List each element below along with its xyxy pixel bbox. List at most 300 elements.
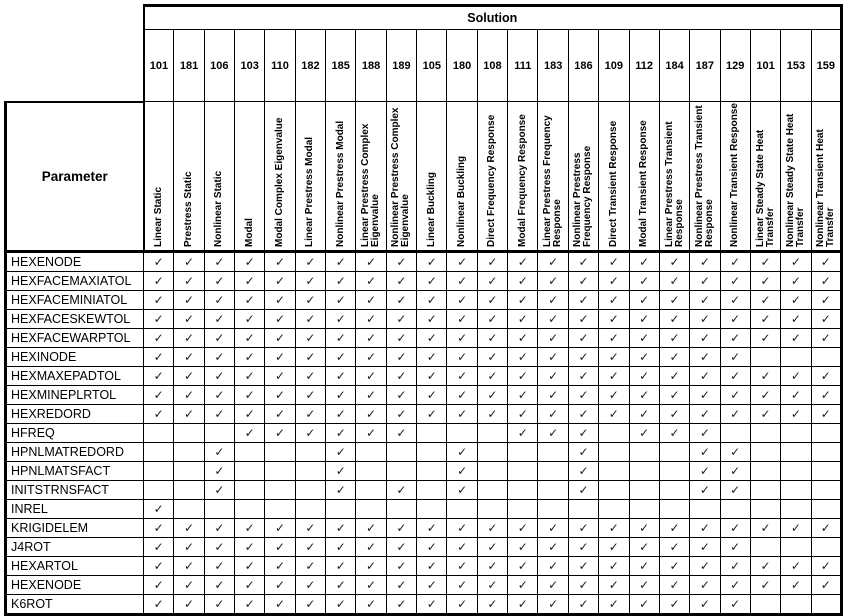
checkmark-icon: ✓ [517, 578, 528, 592]
check-cell [508, 348, 538, 367]
check-cell [235, 557, 265, 576]
parameter-name: HEXENODE [6, 576, 144, 595]
check-cell [477, 310, 507, 329]
checkmark-icon: ✓ [153, 521, 164, 535]
check-cell [265, 291, 295, 310]
checkmark-icon: ✓ [639, 597, 650, 611]
checkmark-icon: ✓ [578, 483, 589, 497]
checkmark-icon: ✓ [699, 331, 710, 345]
check-cell [659, 252, 689, 272]
check-cell [144, 538, 174, 557]
solution-name-cell [720, 102, 750, 252]
check-cell [629, 519, 659, 538]
empty-cell [811, 500, 841, 519]
check-cell [204, 386, 234, 405]
check-cell [447, 405, 477, 424]
solution-name-cell [690, 102, 720, 252]
check-cell [659, 424, 689, 443]
empty-cell [477, 500, 507, 519]
check-cell [174, 348, 204, 367]
checkmark-icon: ✓ [153, 255, 164, 269]
parameter-name: HEXARTOL [6, 557, 144, 576]
solution-name-label: Nonlinear Prestress Complex Eigenvalue [389, 107, 412, 247]
check-cell [356, 595, 386, 615]
check-cell [629, 272, 659, 291]
parameter-row [6, 576, 842, 595]
checkmark-icon: ✓ [730, 255, 741, 269]
check-cell [174, 557, 204, 576]
check-cell [144, 310, 174, 329]
check-cell [417, 291, 447, 310]
checkmark-icon: ✓ [669, 293, 680, 307]
check-cell [659, 557, 689, 576]
solution-name-label: Nonlinear Transient Heat Transfer [814, 129, 836, 247]
check-cell [811, 386, 841, 405]
check-cell [144, 405, 174, 424]
checkmark-icon: ✓ [426, 293, 437, 307]
checkmark-icon: ✓ [426, 331, 437, 345]
solution-name-cell [629, 102, 659, 252]
check-cell [629, 595, 659, 615]
check-cell [599, 329, 629, 348]
checkmark-icon: ✓ [244, 540, 255, 554]
check-cell [447, 481, 477, 500]
empty-cell [204, 500, 234, 519]
check-cell [599, 557, 629, 576]
solution-code: 185 [326, 30, 356, 102]
checkmark-icon: ✓ [669, 521, 680, 535]
checkmark-icon: ✓ [275, 540, 286, 554]
check-cell [629, 538, 659, 557]
solution-name-cell [599, 102, 629, 252]
check-cell [629, 348, 659, 367]
solution-name-cell [204, 102, 234, 252]
check-cell [235, 595, 265, 615]
checkmark-icon: ✓ [517, 274, 528, 288]
check-cell [386, 519, 416, 538]
checkmark-icon: ✓ [183, 521, 195, 535]
check-cell [599, 405, 629, 424]
check-cell [447, 557, 477, 576]
check-cell [417, 367, 447, 386]
check-cell [204, 348, 234, 367]
checkmark-icon: ✓ [730, 293, 741, 307]
check-cell [204, 538, 234, 557]
check-cell [326, 291, 356, 310]
empty-cell [750, 424, 780, 443]
check-cell [720, 462, 750, 481]
check-cell [629, 557, 659, 576]
checkmark-icon: ✓ [487, 312, 498, 326]
checkmark-icon: ✓ [639, 312, 650, 326]
solution-code: 159 [811, 30, 841, 102]
parameter-row [6, 348, 842, 367]
check-cell [386, 252, 416, 272]
solution-code: 103 [235, 30, 265, 102]
checkmark-icon: ✓ [699, 350, 710, 364]
empty-cell [174, 481, 204, 500]
check-cell [386, 367, 416, 386]
checkmark-icon: ✓ [366, 407, 377, 421]
check-cell [477, 386, 507, 405]
checkmark-icon: ✓ [548, 597, 559, 611]
checkmark-icon: ✓ [335, 255, 346, 269]
empty-cell [174, 443, 204, 462]
checkmark-icon: ✓ [699, 597, 710, 611]
parameter-row [6, 519, 842, 538]
check-cell [599, 310, 629, 329]
checkmark-icon: ✓ [487, 388, 498, 402]
check-cell [659, 348, 689, 367]
solution-name-cell [235, 102, 265, 252]
check-cell [265, 272, 295, 291]
check-cell [174, 329, 204, 348]
checkmark-icon: ✓ [426, 578, 437, 592]
check-cell [508, 310, 538, 329]
checkmark-icon: ✓ [548, 578, 559, 592]
checkmark-icon: ✓ [366, 559, 377, 573]
checkmark-icon: ✓ [517, 521, 528, 535]
checkmark-icon: ✓ [608, 369, 619, 383]
check-cell [417, 519, 447, 538]
check-cell [295, 291, 325, 310]
checkmark-icon: ✓ [639, 388, 650, 402]
check-cell [811, 310, 841, 329]
checkmark-icon: ✓ [275, 521, 286, 535]
check-cell [356, 538, 386, 557]
checkmark-icon: ✓ [396, 540, 407, 554]
check-cell [174, 291, 204, 310]
empty-cell [477, 424, 507, 443]
check-cell [690, 291, 720, 310]
check-cell [144, 595, 174, 615]
parameter-name: K6ROT [6, 595, 144, 615]
checkmark-icon: ✓ [275, 597, 286, 611]
check-cell [417, 252, 447, 272]
check-cell [599, 272, 629, 291]
empty-cell [295, 500, 325, 519]
checkmark-icon: ✓ [426, 369, 437, 383]
checkmark-icon: ✓ [699, 274, 710, 288]
checkmark-icon: ✓ [730, 312, 741, 326]
checkmark-icon: ✓ [608, 312, 619, 326]
check-cell [538, 595, 568, 615]
checkmark-icon: ✓ [214, 483, 225, 497]
solution-name-cell [326, 102, 356, 252]
checkmark-icon: ✓ [305, 369, 316, 383]
check-cell [508, 272, 538, 291]
check-cell [417, 405, 447, 424]
solution-name-label: Prestress Static [182, 171, 194, 247]
solution-name-cell [811, 102, 841, 252]
check-cell [386, 329, 416, 348]
checkmark-icon: ✓ [396, 293, 407, 307]
checkmark-icon: ✓ [548, 388, 559, 402]
check-cell [204, 272, 234, 291]
checkmark-icon: ✓ [366, 255, 377, 269]
check-cell [174, 367, 204, 386]
checkmark-icon: ✓ [578, 407, 589, 421]
checkmark-icon: ✓ [790, 331, 801, 345]
empty-cell [417, 481, 447, 500]
checkmark-icon: ✓ [244, 578, 255, 592]
parameter-row [6, 386, 842, 405]
parameter-name: HPNLMATREDORD [6, 443, 144, 462]
checkmark-icon: ✓ [396, 578, 407, 592]
check-cell [690, 329, 720, 348]
checkmark-icon: ✓ [457, 293, 468, 307]
check-cell [326, 424, 356, 443]
empty-cell [538, 500, 568, 519]
empty-cell [265, 481, 295, 500]
empty-cell [235, 481, 265, 500]
check-cell [386, 538, 416, 557]
checkmark-icon: ✓ [517, 369, 528, 383]
empty-cell [356, 462, 386, 481]
checkmark-icon: ✓ [153, 293, 164, 307]
checkmark-icon: ✓ [335, 483, 346, 497]
check-cell [690, 443, 720, 462]
check-cell [447, 310, 477, 329]
check-cell [326, 538, 356, 557]
empty-cell [174, 500, 204, 519]
checkmark-icon: ✓ [153, 540, 164, 554]
solution-name-cell [659, 102, 689, 252]
check-cell [629, 252, 659, 272]
checkmark-icon: ✓ [366, 540, 377, 554]
check-cell [568, 252, 598, 272]
empty-cell [781, 424, 811, 443]
solution-name-cell [417, 102, 447, 252]
check-cell [629, 386, 659, 405]
check-cell [538, 386, 568, 405]
checkmark-icon: ✓ [426, 350, 437, 364]
empty-cell [144, 424, 174, 443]
checkmark-icon: ✓ [639, 369, 650, 383]
check-cell [447, 519, 477, 538]
checkmark-icon: ✓ [820, 312, 831, 326]
checkmark-icon: ✓ [396, 312, 407, 326]
checkmark-icon: ✓ [183, 293, 195, 307]
empty-cell [781, 500, 811, 519]
check-cell [781, 272, 811, 291]
empty-cell [750, 595, 780, 615]
checkmark-icon: ✓ [639, 426, 650, 440]
checkmark-icon: ✓ [548, 559, 559, 573]
checkmark-icon: ✓ [639, 350, 650, 364]
checkmark-icon: ✓ [487, 521, 498, 535]
check-cell [659, 272, 689, 291]
check-cell [326, 595, 356, 615]
check-cell [720, 386, 750, 405]
checkmark-icon: ✓ [639, 331, 650, 345]
check-cell [204, 462, 234, 481]
check-cell [781, 405, 811, 424]
check-cell [174, 252, 204, 272]
check-cell [144, 348, 174, 367]
check-cell [265, 405, 295, 424]
checkmark-icon: ✓ [487, 597, 498, 611]
check-cell [235, 272, 265, 291]
check-cell [750, 272, 780, 291]
empty-cell [508, 443, 538, 462]
checkmark-icon: ✓ [426, 274, 437, 288]
checkmark-icon: ✓ [487, 559, 498, 573]
check-cell [386, 576, 416, 595]
check-cell [447, 595, 477, 615]
empty-cell [659, 500, 689, 519]
solution-name-label: Modal Frequency Response [516, 114, 528, 247]
solution-code: 110 [265, 30, 295, 102]
checkmark-icon: ✓ [305, 540, 316, 554]
check-cell [326, 310, 356, 329]
solution-name-label: Modal Complex Eigenvalue [273, 117, 285, 247]
group-header-row [6, 6, 842, 30]
checkmark-icon: ✓ [366, 331, 377, 345]
checkmark-icon: ✓ [457, 369, 468, 383]
check-cell [538, 252, 568, 272]
checkmark-icon: ✓ [790, 369, 801, 383]
parameter-row [6, 500, 842, 519]
check-cell [204, 595, 234, 615]
checkmark-icon: ✓ [730, 559, 741, 573]
checkmark-icon: ✓ [730, 388, 741, 402]
checkmark-icon: ✓ [426, 312, 437, 326]
empty-cell [750, 500, 780, 519]
parameter-column-header: Parameter [6, 102, 144, 252]
empty-cell [508, 462, 538, 481]
check-cell [265, 595, 295, 615]
checkmark-icon: ✓ [699, 312, 710, 326]
check-cell [477, 329, 507, 348]
checkmark-icon: ✓ [790, 255, 801, 269]
checkmark-icon: ✓ [244, 559, 255, 573]
check-cell [144, 291, 174, 310]
checkmark-icon: ✓ [457, 388, 468, 402]
checkmark-icon: ✓ [366, 369, 377, 383]
checkmark-icon: ✓ [457, 312, 468, 326]
check-cell [356, 329, 386, 348]
check-cell [811, 252, 841, 272]
solution-name-label: Nonlinear Prestress Modal [334, 120, 346, 247]
checkmark-icon: ✓ [669, 578, 680, 592]
checkmark-icon: ✓ [214, 597, 225, 611]
checkmark-icon: ✓ [699, 559, 710, 573]
solution-name-cell [174, 102, 204, 252]
check-cell [477, 405, 507, 424]
check-cell [781, 576, 811, 595]
checkmark-icon: ✓ [699, 369, 710, 383]
check-cell [235, 576, 265, 595]
checkmark-icon: ✓ [730, 597, 741, 611]
empty-cell [356, 443, 386, 462]
checkmark-icon: ✓ [487, 540, 498, 554]
checkmark-icon: ✓ [669, 426, 680, 440]
solution-code: 129 [720, 30, 750, 102]
check-cell [690, 252, 720, 272]
checkmark-icon: ✓ [305, 274, 316, 288]
check-cell [508, 424, 538, 443]
solution-code: 181 [174, 30, 204, 102]
check-cell [508, 386, 538, 405]
check-cell [295, 538, 325, 557]
checkmark-icon: ✓ [183, 369, 195, 383]
empty-cell [781, 595, 811, 615]
checkmark-icon: ✓ [548, 255, 559, 269]
check-cell [295, 595, 325, 615]
empty-cell [750, 481, 780, 500]
check-cell [750, 252, 780, 272]
parameter-name: HEXMAXEPADTOL [6, 367, 144, 386]
checkmark-icon: ✓ [699, 464, 710, 478]
parameter-name: INITSTRNSFACT [6, 481, 144, 500]
check-cell [386, 310, 416, 329]
check-cell [265, 310, 295, 329]
check-cell [477, 557, 507, 576]
check-cell [235, 538, 265, 557]
empty-cell [750, 462, 780, 481]
check-cell [781, 386, 811, 405]
checkmark-icon: ✓ [335, 578, 346, 592]
checkmark-icon: ✓ [335, 521, 346, 535]
check-cell [781, 367, 811, 386]
empty-cell [629, 462, 659, 481]
check-cell [356, 291, 386, 310]
checkmark-icon: ✓ [457, 483, 468, 497]
check-cell [417, 272, 447, 291]
checkmark-icon: ✓ [820, 293, 831, 307]
check-cell [477, 595, 507, 615]
checkmark-icon: ✓ [457, 407, 468, 421]
checkmark-icon: ✓ [244, 255, 255, 269]
check-cell [690, 557, 720, 576]
solution-name-label: Linear Buckling [425, 171, 437, 247]
checkmark-icon: ✓ [639, 521, 650, 535]
check-cell [417, 595, 447, 615]
check-cell [720, 576, 750, 595]
check-cell [417, 329, 447, 348]
checkmark-icon: ✓ [517, 597, 528, 611]
check-cell [174, 519, 204, 538]
check-cell [326, 481, 356, 500]
parameter-row [6, 462, 842, 481]
check-cell [447, 538, 477, 557]
check-cell [508, 291, 538, 310]
empty-cell [235, 500, 265, 519]
check-cell [295, 405, 325, 424]
solution-name-cell [568, 102, 598, 252]
checkmark-icon: ✓ [426, 559, 437, 573]
empty-cell [386, 462, 416, 481]
checkmark-icon: ✓ [608, 597, 619, 611]
check-cell [568, 272, 598, 291]
check-cell [508, 329, 538, 348]
checkmark-icon: ✓ [730, 369, 741, 383]
empty-cell [811, 424, 841, 443]
solution-code: 108 [477, 30, 507, 102]
empty-cell [811, 595, 841, 615]
check-cell [538, 310, 568, 329]
checkmark-icon: ✓ [820, 331, 831, 345]
check-cell [356, 405, 386, 424]
empty-cell [659, 462, 689, 481]
solution-name-cell [356, 102, 386, 252]
empty-cell [356, 500, 386, 519]
check-cell [599, 576, 629, 595]
check-cell [629, 576, 659, 595]
checkmark-icon: ✓ [305, 312, 316, 326]
checkmark-icon: ✓ [457, 559, 468, 573]
